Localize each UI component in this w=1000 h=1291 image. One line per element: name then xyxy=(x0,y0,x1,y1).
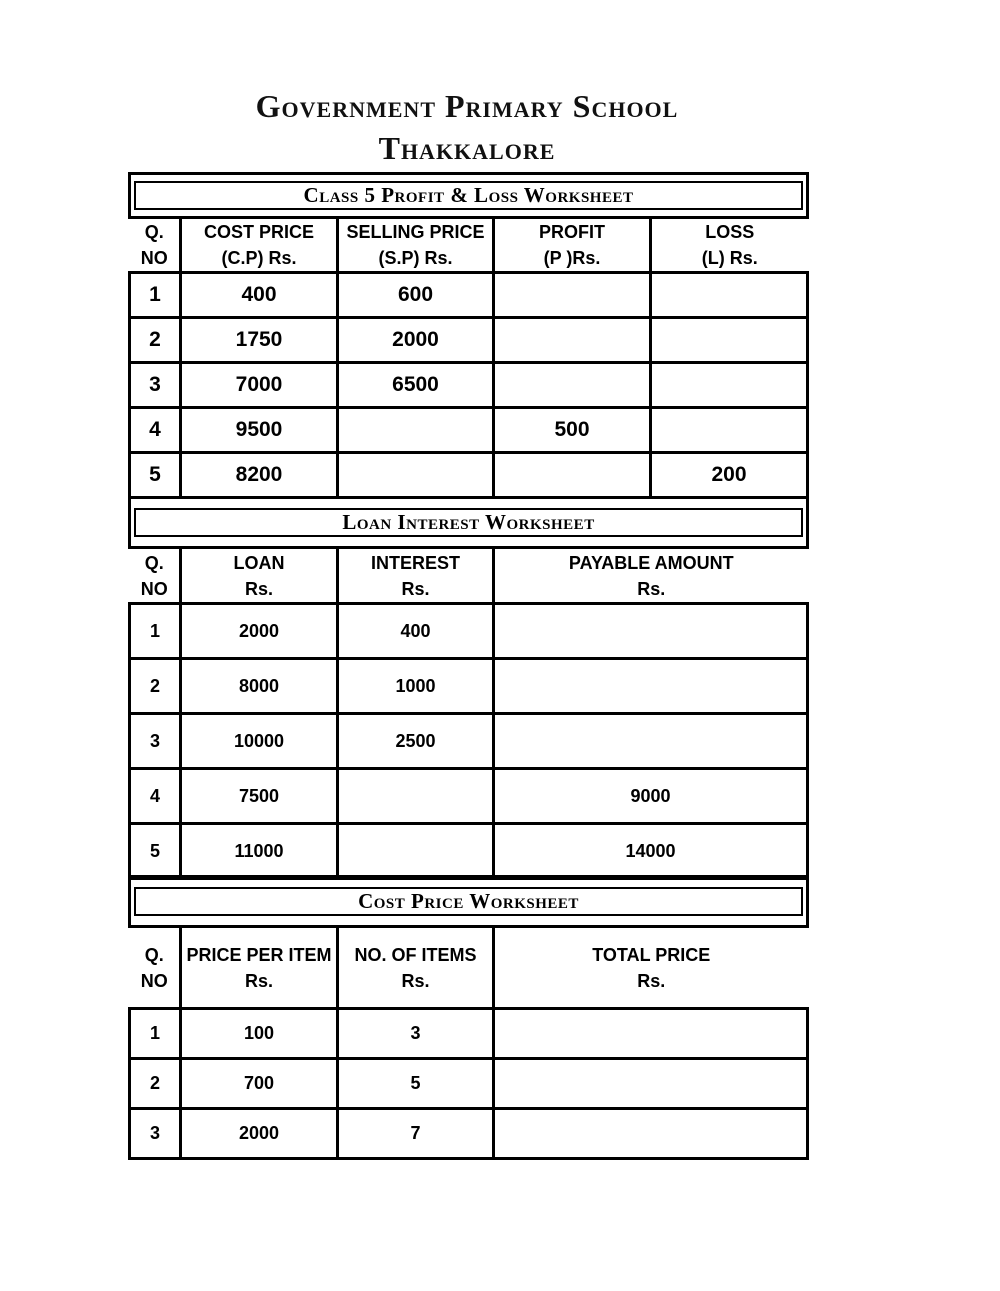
cost-price-cell: 8200 xyxy=(181,453,338,498)
col-header-loss: LOSS (L) Rs. xyxy=(651,218,808,273)
col-header-qno: Q. NO xyxy=(130,927,181,1009)
interest-cell: 2500 xyxy=(338,714,494,769)
loan-cell: 8000 xyxy=(181,659,338,714)
loss-cell[interactable] xyxy=(651,408,808,453)
total-price-cell[interactable] xyxy=(494,1059,808,1109)
interest-cell[interactable] xyxy=(338,824,494,879)
loan-interest-title: Loan Interest Worksheet xyxy=(134,508,803,537)
cost-price-cell: 400 xyxy=(181,273,338,318)
no-of-items-cell: 7 xyxy=(338,1109,494,1159)
table-row xyxy=(130,318,808,363)
interest-cell: 1000 xyxy=(338,659,494,714)
qno-cell: 1 xyxy=(130,1009,181,1059)
col-header-no-of-items: NO. OF ITEMS Rs. xyxy=(338,927,494,1009)
table-row xyxy=(130,363,808,408)
profit-loss-table xyxy=(128,172,809,499)
interest-cell: 400 xyxy=(338,604,494,659)
loss-cell[interactable] xyxy=(651,273,808,318)
table-row xyxy=(130,714,808,769)
price-per-item-cell: 100 xyxy=(181,1009,338,1059)
table-row xyxy=(130,453,808,498)
loan-cell: 10000 xyxy=(181,714,338,769)
cost-price-cell: 7000 xyxy=(181,363,338,408)
loss-cell[interactable] xyxy=(651,363,808,408)
loan-interest-table xyxy=(128,496,809,880)
col-header-loan: LOAN Rs. xyxy=(181,548,338,604)
profit-cell[interactable] xyxy=(494,453,651,498)
table-row xyxy=(130,824,808,879)
loss-cell[interactable] xyxy=(651,318,808,363)
no-of-items-cell: 5 xyxy=(338,1059,494,1109)
selling-price-cell: 6500 xyxy=(338,363,494,408)
price-per-item-cell: 700 xyxy=(181,1059,338,1109)
selling-price-cell[interactable] xyxy=(338,453,494,498)
table-row xyxy=(130,604,808,659)
selling-price-cell: 600 xyxy=(338,273,494,318)
cost-price-table xyxy=(128,875,809,1160)
col-header-selling-price: SELLING PRICE (S.P) Rs. xyxy=(338,218,494,273)
qno-cell: 1 xyxy=(130,604,181,659)
payable-amount-cell[interactable] xyxy=(494,659,808,714)
selling-price-cell: 2000 xyxy=(338,318,494,363)
qno-cell: 4 xyxy=(130,408,181,453)
payable-amount-cell[interactable] xyxy=(494,714,808,769)
loan-cell: 2000 xyxy=(181,604,338,659)
payable-amount-cell[interactable] xyxy=(494,604,808,659)
total-price-cell[interactable] xyxy=(494,1009,808,1059)
loan-cell: 7500 xyxy=(181,769,338,824)
col-header-qno: Q. NO xyxy=(130,218,181,273)
qno-cell: 5 xyxy=(130,453,181,498)
qno-cell: 3 xyxy=(130,714,181,769)
cost-price-title: Cost Price Worksheet xyxy=(134,887,803,916)
qno-cell: 2 xyxy=(130,659,181,714)
col-header-cost-price: COST PRICE (C.P) Rs. xyxy=(181,218,338,273)
cost-price-cell: 9500 xyxy=(181,408,338,453)
profit-loss-title: Class 5 Profit & Loss Worksheet xyxy=(134,181,803,210)
total-price-cell[interactable] xyxy=(494,1109,808,1159)
table-row xyxy=(130,1059,808,1109)
table-row xyxy=(130,1109,808,1159)
profit-cell: 500 xyxy=(494,408,651,453)
col-header-profit: PROFIT (P )Rs. xyxy=(494,218,651,273)
loan-cell: 11000 xyxy=(181,824,338,879)
payable-amount-cell: 14000 xyxy=(494,824,808,879)
payable-amount-cell: 9000 xyxy=(494,769,808,824)
profit-cell[interactable] xyxy=(494,318,651,363)
loss-cell: 200 xyxy=(651,453,808,498)
table-row xyxy=(130,273,808,318)
qno-cell: 3 xyxy=(130,363,181,408)
table-row xyxy=(130,408,808,453)
qno-cell: 5 xyxy=(130,824,181,879)
interest-cell[interactable] xyxy=(338,769,494,824)
selling-price-cell[interactable] xyxy=(338,408,494,453)
no-of-items-cell: 3 xyxy=(338,1009,494,1059)
qno-cell: 2 xyxy=(130,318,181,363)
table-row xyxy=(130,769,808,824)
cost-price-cell: 1750 xyxy=(181,318,338,363)
col-header-price-per-item: PRICE PER ITEM Rs. xyxy=(181,927,338,1009)
table-row xyxy=(130,659,808,714)
qno-cell: 1 xyxy=(130,273,181,318)
qno-cell: 2 xyxy=(130,1059,181,1109)
profit-cell[interactable] xyxy=(494,363,651,408)
table-row xyxy=(130,1009,808,1059)
school-name: Government Primary School xyxy=(255,88,679,124)
col-header-total-price: TOTAL PRICE Rs. xyxy=(494,927,808,1009)
qno-cell: 3 xyxy=(130,1109,181,1159)
profit-cell[interactable] xyxy=(494,273,651,318)
qno-cell: 4 xyxy=(130,769,181,824)
school-place: Thakkalore xyxy=(378,130,556,166)
col-header-qno: Q. NO xyxy=(130,548,181,604)
col-header-payable-amount: PAYABLE AMOUNT Rs. xyxy=(494,548,808,604)
price-per-item-cell: 2000 xyxy=(181,1109,338,1159)
col-header-interest: INTEREST Rs. xyxy=(338,548,494,604)
